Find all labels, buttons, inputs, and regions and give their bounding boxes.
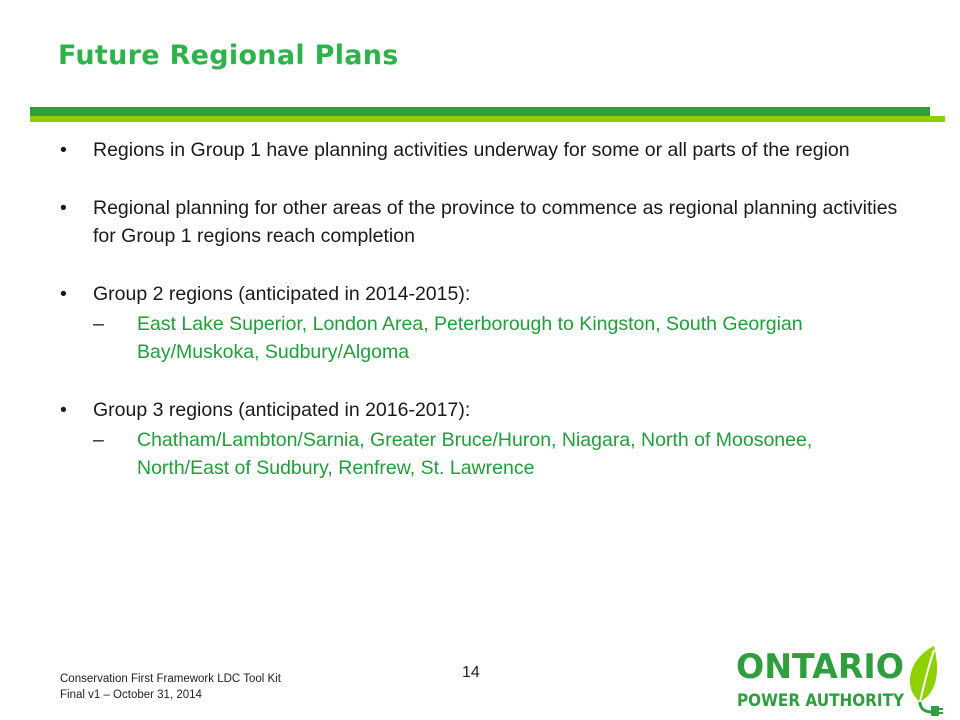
bullet-text: Regions in Group 1 have planning activities underway for some or all parts of the region <box>93 139 850 161</box>
title-rule-dark <box>30 107 930 116</box>
page-number: 14 <box>462 664 480 681</box>
slide-title: Future Regional Plans <box>58 40 399 71</box>
title-rule-light <box>30 116 945 122</box>
bullet-text: Group 2 regions (anticipated in 2014-2015): <box>93 283 471 305</box>
bullet-icon: • <box>60 399 67 421</box>
bullet-list <box>60 136 900 482</box>
dash-icon: – <box>93 429 104 451</box>
sub-bullet-text: Chatham/Lambton/Sarnia, Greater Bruce/Huron, Niagara, North of Moosonee, North/East of Sudbury, Renfrew, St. Lawrence <box>137 429 813 479</box>
sub-bullet-item-3 <box>93 310 900 366</box>
footer-line-1: Conservation First Framework LDC Tool Kit <box>60 673 281 685</box>
bullet-icon: • <box>60 139 67 161</box>
sub-bullet-item-4 <box>93 426 900 482</box>
dash-icon: – <box>93 313 104 335</box>
ontario-power-authority-logo <box>734 640 944 718</box>
logo-line-2: POWER AUTHORITY <box>737 691 905 711</box>
bullet-icon: • <box>60 283 67 305</box>
sub-bullet-text: East Lake Superior, London Area, Peterborough to Kingston, South Georgian Bay/Muskoka, Sudbury/Algoma <box>137 313 803 363</box>
bullet-text: Regional planning for other areas of the province to commence as regional planning activities for Group 1 regions reach completion <box>93 197 898 247</box>
leaf-plug-icon <box>910 646 943 716</box>
bullet-item-3 <box>60 280 900 308</box>
bullet-text: Group 3 regions (anticipated in 2016-2017): <box>93 399 471 421</box>
footer-line-2: Final v1 – October 31, 2014 <box>60 689 202 701</box>
logo-line-1: ONTARIO <box>736 647 904 687</box>
bullet-item-4 <box>60 396 900 424</box>
bullet-icon: • <box>60 197 67 219</box>
bullet-item-1 <box>60 136 900 164</box>
footer <box>60 671 281 703</box>
bullet-item-2 <box>60 194 900 250</box>
